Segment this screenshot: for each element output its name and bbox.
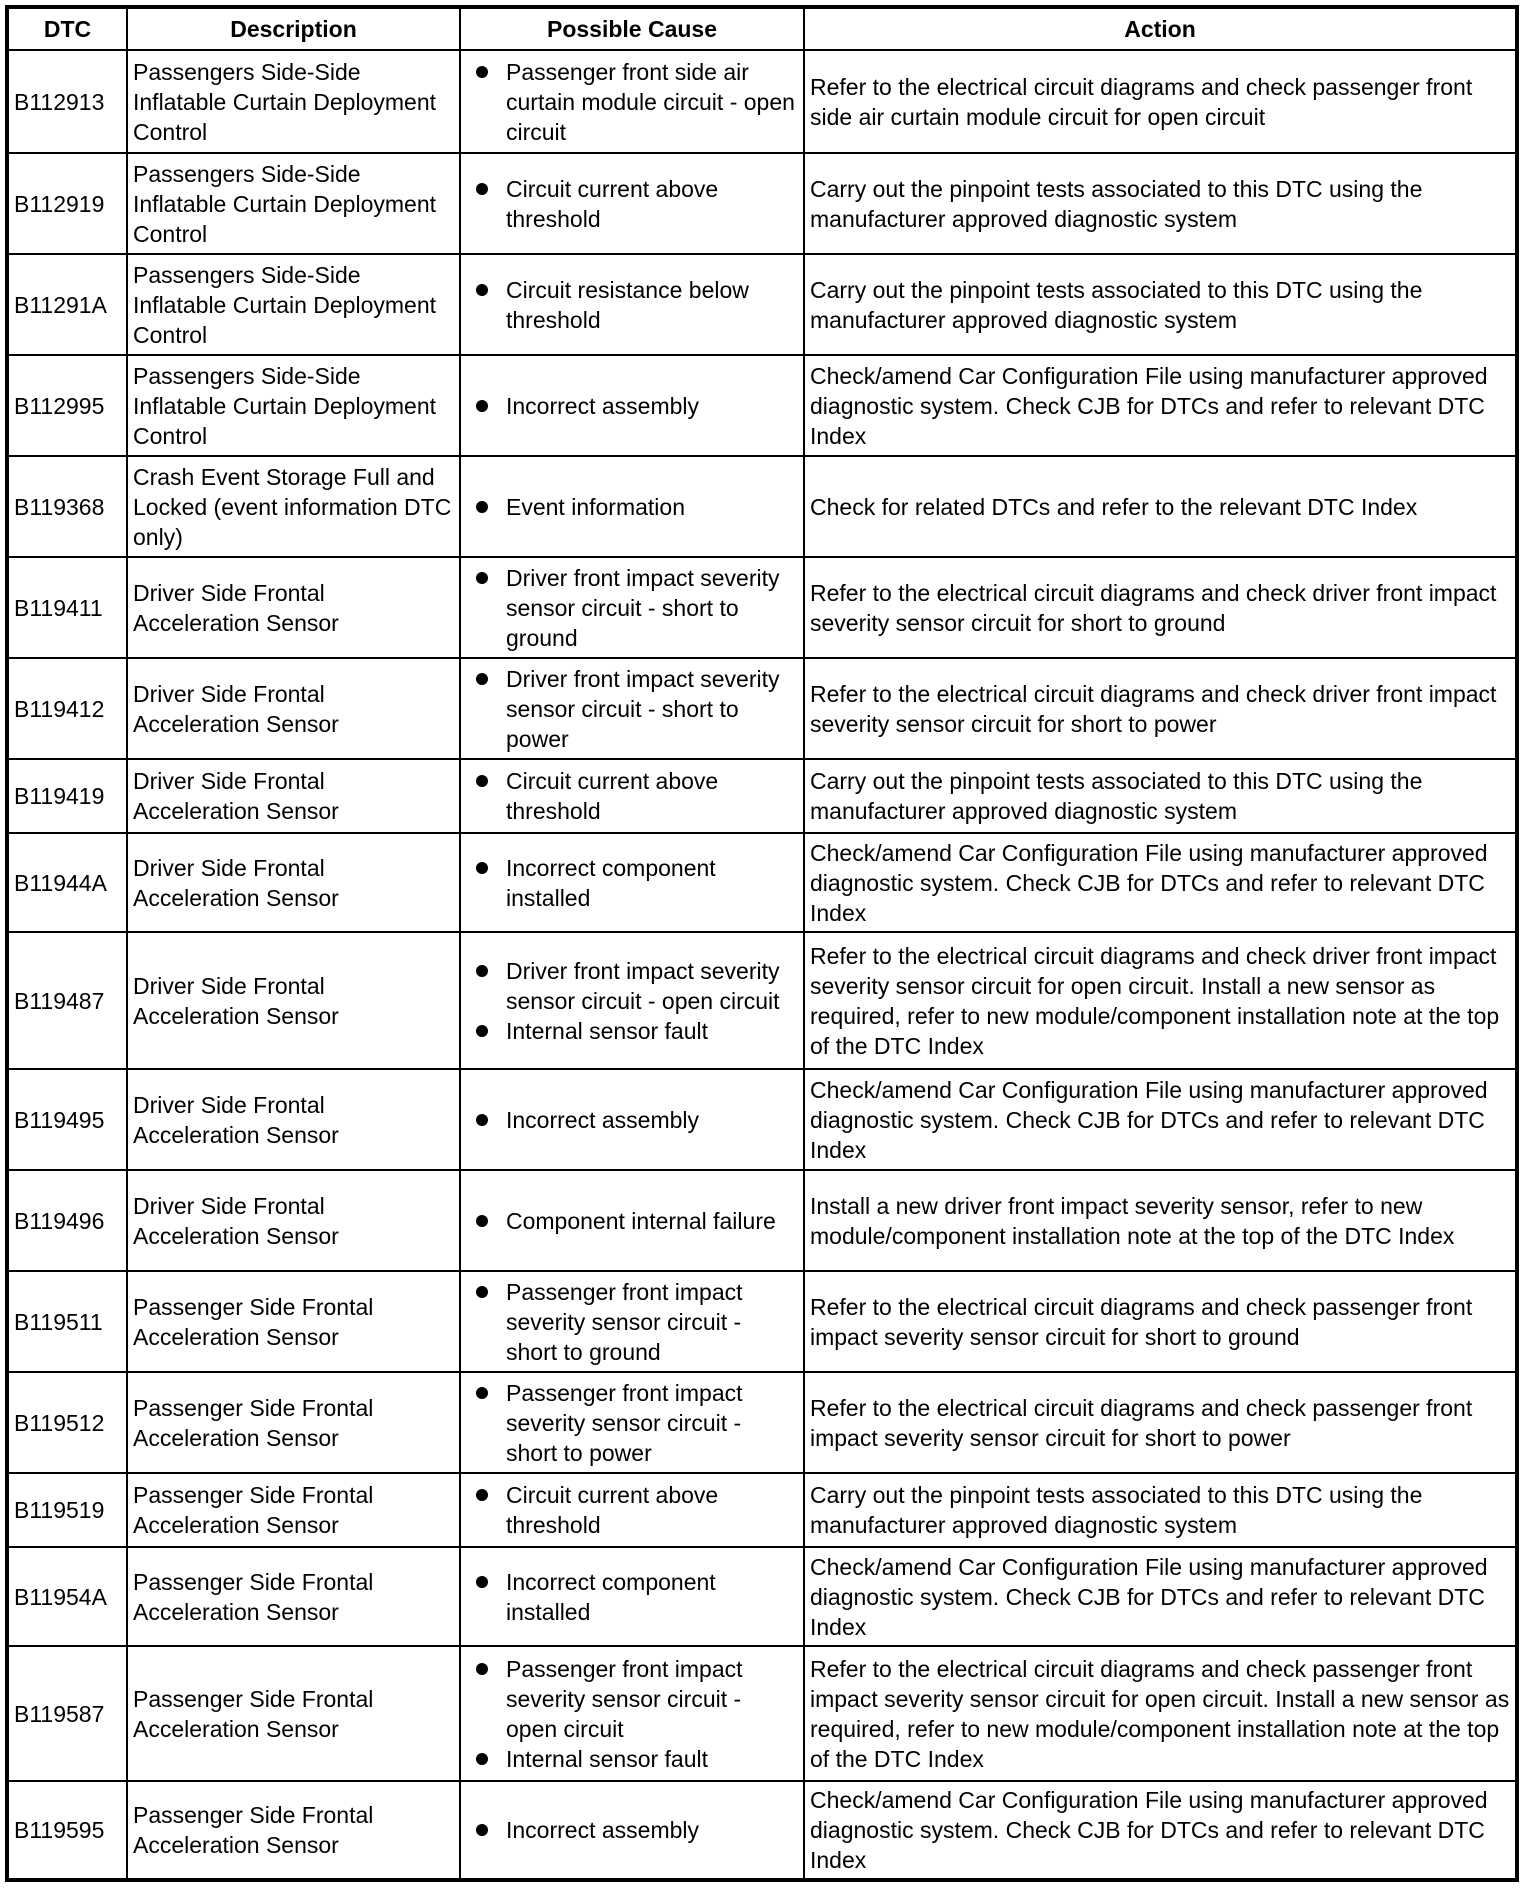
table-row xyxy=(7,932,1517,1069)
table-row xyxy=(7,759,1517,833)
description: Passenger Side Frontal Acceleration Sensor xyxy=(127,1781,460,1880)
description: Passenger Side Frontal Acceleration Sensor xyxy=(127,1473,460,1547)
dtc-code: B119595 xyxy=(7,1781,127,1880)
action: Check/amend Car Configuration File using manufacturer approved diagnostic system. Check CJB for DTCs and refer to relevant DTC Index xyxy=(804,1069,1517,1170)
dtc-code: B119496 xyxy=(7,1170,127,1271)
description: Passenger Side Frontal Acceleration Sensor xyxy=(127,1547,460,1646)
description: Passenger Side Frontal Acceleration Sensor xyxy=(127,1646,460,1781)
description: Driver Side Frontal Acceleration Sensor xyxy=(127,932,460,1069)
dtc-code: B119495 xyxy=(7,1069,127,1170)
possible-cause xyxy=(460,355,804,456)
table-row xyxy=(7,254,1517,355)
description: Driver Side Frontal Acceleration Sensor xyxy=(127,557,460,658)
action: Refer to the electrical circuit diagrams and check driver front impact severity sensor circuit for open circuit. Install a new sensor as required, refer to new module/component installation note at the top of the DTC Index xyxy=(804,932,1517,1069)
possible-cause xyxy=(460,1271,804,1372)
description: Driver Side Frontal Acceleration Sensor xyxy=(127,1069,460,1170)
description: Crash Event Storage Full and Locked (event information DTC only) xyxy=(127,456,460,557)
table-row xyxy=(7,833,1517,932)
table-row xyxy=(7,1547,1517,1646)
cause-list xyxy=(466,275,798,335)
description: Driver Side Frontal Acceleration Sensor xyxy=(127,759,460,833)
dtc-code: B119412 xyxy=(7,658,127,759)
possible-cause xyxy=(460,50,804,153)
possible-cause xyxy=(460,1473,804,1547)
cause-list xyxy=(466,563,798,653)
cause-item: Circuit resistance below threshold xyxy=(506,275,798,335)
dtc-code: B119512 xyxy=(7,1372,127,1473)
cause-item: Circuit current above threshold xyxy=(506,766,798,826)
cause-list xyxy=(466,1277,798,1367)
action: Check/amend Car Configuration File using manufacturer approved diagnostic system. Check CJB for DTCs and refer to relevant DTC Index xyxy=(804,355,1517,456)
possible-cause xyxy=(460,833,804,932)
description: Driver Side Frontal Acceleration Sensor xyxy=(127,833,460,932)
cause-item: Driver front impact severity sensor circuit - open circuit xyxy=(506,956,798,1016)
dtc-code: B119487 xyxy=(7,932,127,1069)
cause-list xyxy=(466,1654,798,1774)
table-row xyxy=(7,355,1517,456)
table-row xyxy=(7,153,1517,254)
dtc-code: B119587 xyxy=(7,1646,127,1781)
cause-list xyxy=(466,1206,798,1236)
cause-item: Driver front impact severity sensor circuit - short to ground xyxy=(506,563,798,653)
cause-item: Circuit current above threshold xyxy=(506,174,798,234)
possible-cause xyxy=(460,1547,804,1646)
cause-list xyxy=(466,1567,798,1627)
description: Driver Side Frontal Acceleration Sensor xyxy=(127,658,460,759)
action: Carry out the pinpoint tests associated to this DTC using the manufacturer approved diagnostic system xyxy=(804,153,1517,254)
table-row xyxy=(7,1069,1517,1170)
header-row xyxy=(7,7,1517,50)
description: Passenger Side Frontal Acceleration Sensor xyxy=(127,1271,460,1372)
table-row xyxy=(7,1170,1517,1271)
table-row xyxy=(7,658,1517,759)
header-possible-cause: Possible Cause xyxy=(460,7,804,50)
table-row xyxy=(7,1781,1517,1880)
possible-cause xyxy=(460,557,804,658)
cause-item: Passenger front side air curtain module circuit - open circuit xyxy=(506,57,798,147)
cause-item: Incorrect assembly xyxy=(506,1815,798,1845)
table-row xyxy=(7,456,1517,557)
description: Passengers Side-Side Inflatable Curtain Deployment Control xyxy=(127,50,460,153)
action: Refer to the electrical circuit diagrams and check driver front impact severity sensor circuit for short to ground xyxy=(804,557,1517,658)
table-row xyxy=(7,1372,1517,1473)
possible-cause xyxy=(460,658,804,759)
cause-item: Event information xyxy=(506,492,798,522)
cause-item: Incorrect assembly xyxy=(506,1105,798,1135)
action: Check/amend Car Configuration File using manufacturer approved diagnostic system. Check CJB for DTCs and refer to relevant DTC Index xyxy=(804,1547,1517,1646)
description: Passengers Side-Side Inflatable Curtain Deployment Control xyxy=(127,153,460,254)
cause-list xyxy=(466,391,798,421)
action: Carry out the pinpoint tests associated to this DTC using the manufacturer approved diagnostic system xyxy=(804,254,1517,355)
action: Refer to the electrical circuit diagrams and check passenger front side air curtain module circuit for open circuit xyxy=(804,50,1517,153)
cause-item: Component internal failure xyxy=(506,1206,798,1236)
cause-list xyxy=(466,492,798,522)
cause-item: Passenger front impact severity sensor circuit - short to ground xyxy=(506,1277,798,1367)
header-description: Description xyxy=(127,7,460,50)
description: Passenger Side Frontal Acceleration Sensor xyxy=(127,1372,460,1473)
possible-cause xyxy=(460,759,804,833)
possible-cause xyxy=(460,1646,804,1781)
possible-cause xyxy=(460,456,804,557)
description: Passengers Side-Side Inflatable Curtain Deployment Control xyxy=(127,254,460,355)
cause-item: Incorrect assembly xyxy=(506,391,798,421)
cause-list xyxy=(466,664,798,754)
table-row xyxy=(7,50,1517,153)
header-dtc: DTC xyxy=(7,7,127,50)
dtc-code: B119519 xyxy=(7,1473,127,1547)
dtc-code: B11944A xyxy=(7,833,127,932)
description: Driver Side Frontal Acceleration Sensor xyxy=(127,1170,460,1271)
header-action: Action xyxy=(804,7,1517,50)
cause-list xyxy=(466,1815,798,1845)
dtc-code: B11954A xyxy=(7,1547,127,1646)
action: Install a new driver front impact severity sensor, refer to new module/component installation note at the top of the DTC Index xyxy=(804,1170,1517,1271)
dtc-code: B119411 xyxy=(7,557,127,658)
action: Refer to the electrical circuit diagrams and check passenger front impact severity sensor circuit for short to power xyxy=(804,1372,1517,1473)
action: Carry out the pinpoint tests associated to this DTC using the manufacturer approved diagnostic system xyxy=(804,1473,1517,1547)
action: Refer to the electrical circuit diagrams and check passenger front impact severity sensor circuit for open circuit. Install a new sensor as required, refer to new module/component installation note at the top of the DTC Index xyxy=(804,1646,1517,1781)
cause-list xyxy=(466,174,798,234)
action: Check for related DTCs and refer to the relevant DTC Index xyxy=(804,456,1517,557)
cause-item: Internal sensor fault xyxy=(506,1016,798,1046)
cause-list xyxy=(466,1105,798,1135)
action: Carry out the pinpoint tests associated to this DTC using the manufacturer approved diagnostic system xyxy=(804,759,1517,833)
description: Passengers Side-Side Inflatable Curtain Deployment Control xyxy=(127,355,460,456)
possible-cause xyxy=(460,932,804,1069)
dtc-code: B119368 xyxy=(7,456,127,557)
dtc-code: B11291A xyxy=(7,254,127,355)
cause-item: Internal sensor fault xyxy=(506,1744,798,1774)
possible-cause xyxy=(460,1170,804,1271)
action: Refer to the electrical circuit diagrams and check passenger front impact severity sensor circuit for short to ground xyxy=(804,1271,1517,1372)
dtc-code: B119419 xyxy=(7,759,127,833)
cause-item: Circuit current above threshold xyxy=(506,1480,798,1540)
table-row xyxy=(7,1473,1517,1547)
cause-list xyxy=(466,1480,798,1540)
possible-cause xyxy=(460,1372,804,1473)
cause-item: Incorrect component installed xyxy=(506,1567,798,1627)
table-row xyxy=(7,1271,1517,1372)
possible-cause xyxy=(460,153,804,254)
cause-item: Incorrect component installed xyxy=(506,853,798,913)
dtc-code: B112919 xyxy=(7,153,127,254)
cause-list xyxy=(466,57,798,147)
cause-item: Driver front impact severity sensor circuit - short to power xyxy=(506,664,798,754)
possible-cause xyxy=(460,1069,804,1170)
cause-list xyxy=(466,853,798,913)
dtc-code: B119511 xyxy=(7,1271,127,1372)
possible-cause xyxy=(460,1781,804,1880)
dtc-table xyxy=(5,5,1519,1882)
dtc-code: B112995 xyxy=(7,355,127,456)
action: Check/amend Car Configuration File using manufacturer approved diagnostic system. Check CJB for DTCs and refer to relevant DTC Index xyxy=(804,833,1517,932)
table-row xyxy=(7,1646,1517,1781)
action: Check/amend Car Configuration File using manufacturer approved diagnostic system. Check CJB for DTCs and refer to relevant DTC Index xyxy=(804,1781,1517,1880)
table-row xyxy=(7,557,1517,658)
cause-list xyxy=(466,956,798,1046)
dtc-code: B112913 xyxy=(7,50,127,153)
cause-list xyxy=(466,1378,798,1468)
action: Refer to the electrical circuit diagrams and check driver front impact severity sensor circuit for short to power xyxy=(804,658,1517,759)
possible-cause xyxy=(460,254,804,355)
cause-item: Passenger front impact severity sensor circuit - short to power xyxy=(506,1378,798,1468)
cause-item: Passenger front impact severity sensor circuit - open circuit xyxy=(506,1654,798,1744)
cause-list xyxy=(466,766,798,826)
